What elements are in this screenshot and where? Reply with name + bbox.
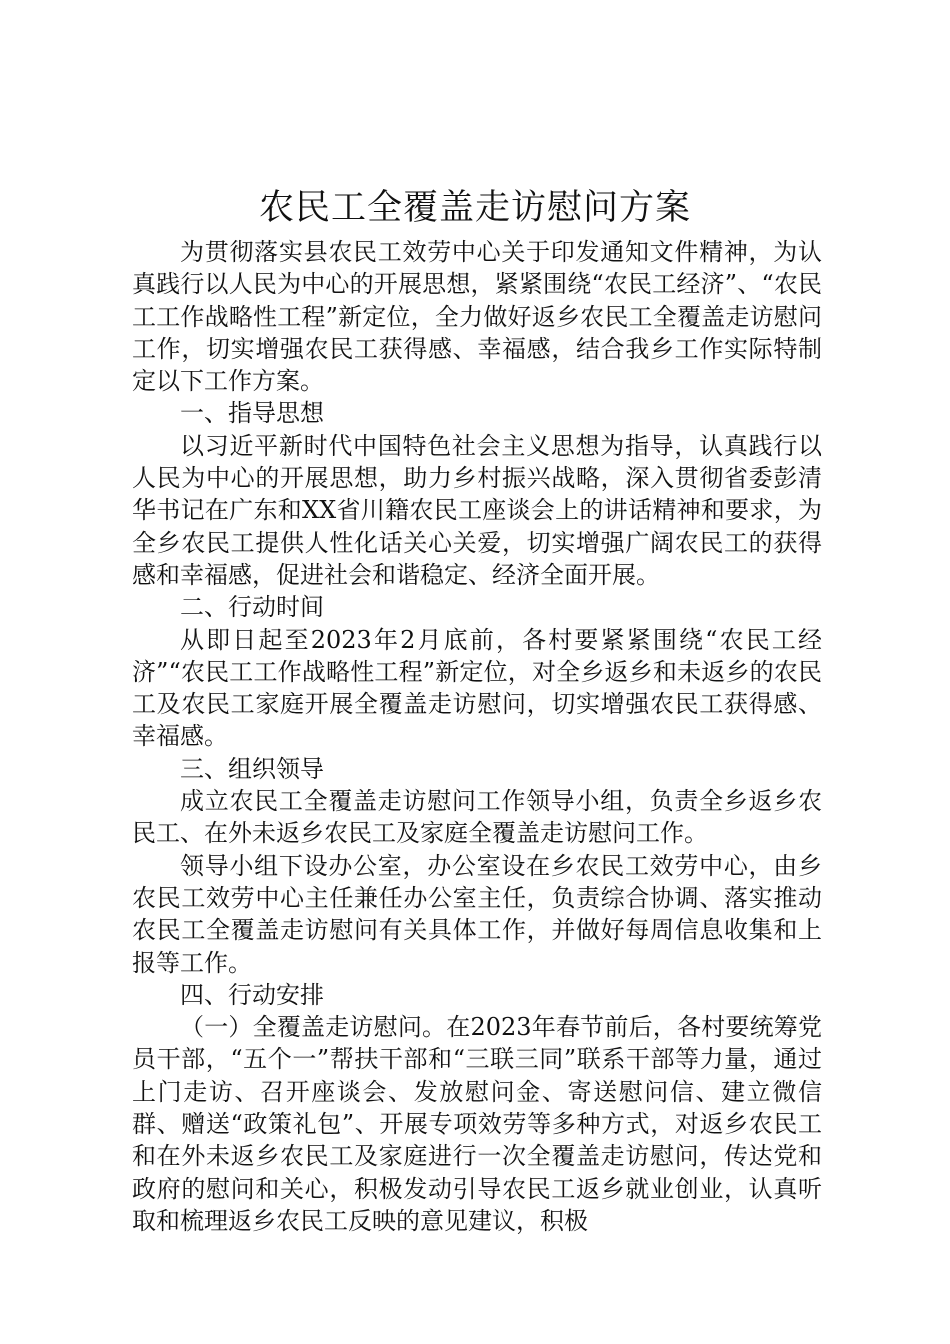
document-body	[132, 236, 822, 1237]
section-heading-arrangement: 四、行动安排	[180, 980, 324, 1009]
section-heading-organization: 三、组织领导	[180, 754, 324, 783]
paragraph-arrangement-1: （一）全覆盖走访慰问。在2023年春节前后，各村要统筹党员干部，“五个一”帮扶干部和“三联三同”联系干部等力量，通过上门走访、召开座谈会、发放慰问金、寄送慰问信、建立微信群、赠送“政策礼包”、开展专项效劳等多种方式，对返乡农民工和在外未返乡农民工及家庭进行一次全覆盖走访慰问，传达党和政府的慰问和关心，积极发动引导农民工返乡就业创业，认真听取和梳理返乡农民工反映的意见建议，积极	[132, 1013, 822, 1235]
section-heading-guiding-thought: 一、指导思想	[180, 399, 324, 428]
section-heading-action-time: 二、行动时间	[180, 593, 324, 622]
paragraph-leading-group: 成立农民工全覆盖走访慰问工作领导小组，负责全乡返乡农民工、在外未返乡农民工及家庭全覆盖走访慰问工作。	[132, 787, 822, 848]
paragraph-office: 领导小组下设办公室，办公室设在乡农民工效劳中心，由乡农民工效劳中心主任兼任办公室主任，负责综合协调、落实推动农民工全覆盖走访慰问有关具体工作，并做好每周信息收集和上报等工作。	[132, 851, 822, 977]
document-title: 农民工全覆盖走访慰问方案	[258, 188, 691, 228]
paragraph-guiding-thought: 以习近平新时代中国特色社会主义思想为指导，认真践行以人民为中心的开展思想，助力乡村振兴战略，深入贯彻省委彭清华书记在广东和XX省川籍农民工座谈会上的讲话精神和要求，为全乡农民工提供人性化话关心关爱，切实增强广阔农民工的获得感和幸福感，促进社会和谐稳定、经济全面开展。	[132, 431, 822, 589]
paragraph-intro: 为贯彻落实县农民工效劳中心关于印发通知文件精神，为认真践行以人民为中心的开展思想，紧紧围绕“农民工经济”、“农民工工作战略性工程”新定位，全力做好返乡农民工全覆盖走访慰问工作，切实增强农民工获得感、幸福感，结合我乡工作实际特制定以下工作方案。	[132, 238, 822, 396]
paragraph-action-time: 从即日起至2023年2月底前，各村要紧紧围绕“农民工经济”“农民工工作战略性工程”新定位，对全乡返乡和未返乡的农民工及农民工家庭开展全覆盖走访慰问，切实增强农民工获得感、幸福感。	[132, 625, 822, 751]
